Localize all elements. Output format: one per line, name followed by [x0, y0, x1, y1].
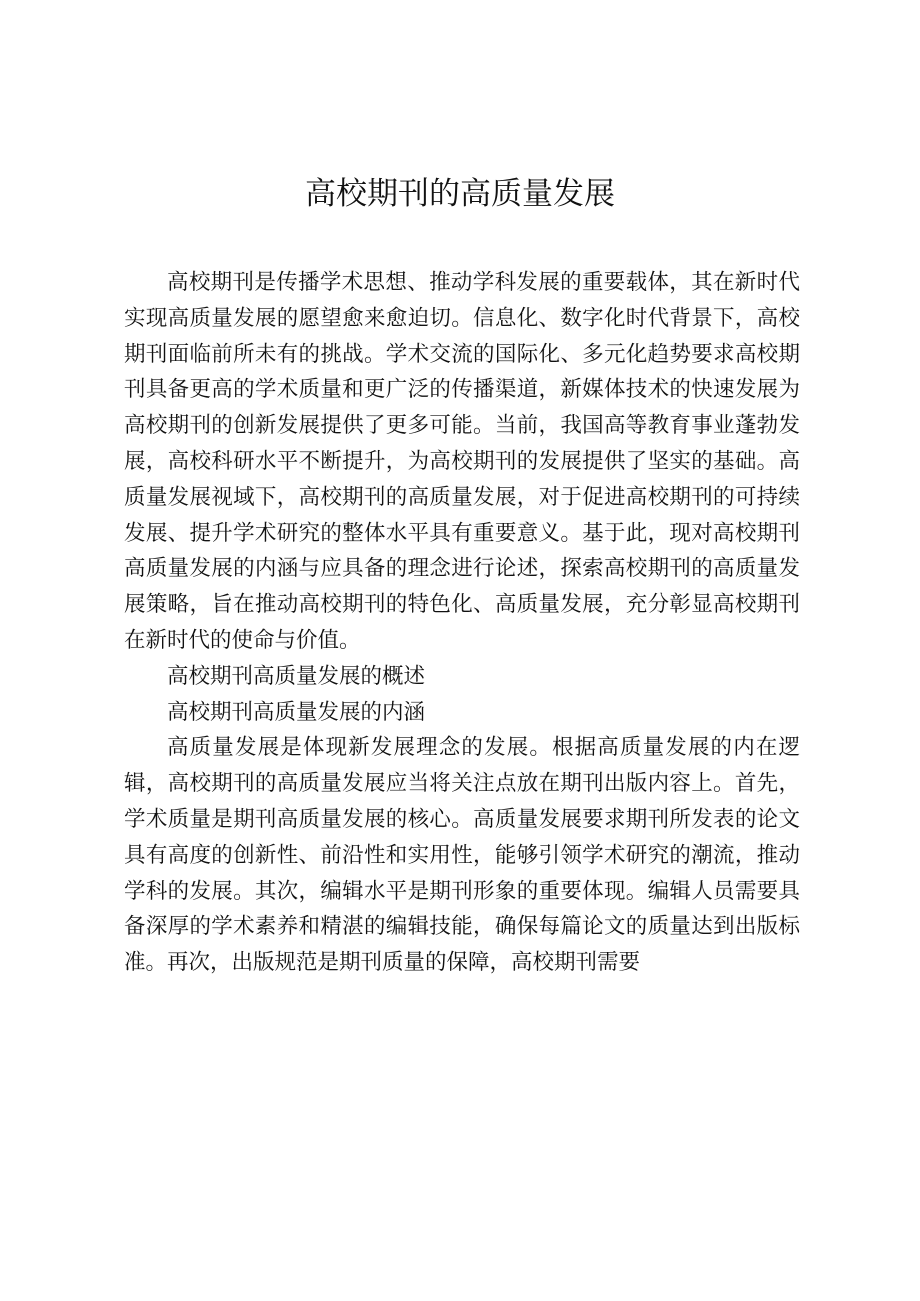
- subsection-heading-connotation: 高校期刊高质量发展的内涵: [167, 699, 426, 725]
- section-heading-overview: 高校期刊高质量发展的概述: [167, 663, 426, 689]
- document-body: [124, 265, 800, 981]
- document-title: 高校期刊的高质量发展: [305, 176, 615, 212]
- intro-paragraph: 高校期刊是传播学术思想、推动学科发展的重要载体，其在新时代实现高质量发展的愿望愈来愈迫切。信息化、数字化时代背景下，高校期刊面临前所未有的挑战。学术交流的国际化、多元化趋势要求高校期刊具备更高的学术质量和更广泛的传播渠道，新媒体技术的快速发展为高校期刊的创新发展提供了更多可能。当前，我国高等教育事业蓬勃发展，高校科研水平不断提升，为高校期刊的发展提供了坚实的基础。高质量发展视域下，高校期刊的高质量发展，对于促进高校期刊的可持续发展、提升学术研究的整体水平具有重要意义。基于此，现对高校期刊高质量发展的内涵与应具备的理念进行论述，探索高校期刊的高质量发展策略，旨在推动高校期刊的特色化、高质量发展，充分彰显高校期刊在新时代的使命与价值。: [124, 270, 800, 653]
- connotation-paragraph: 高质量发展是体现新发展理念的发展。根据高质量发展的内在逻辑，高校期刊的高质量发展应当将关注点放在期刊出版内容上。首先，学术质量是期刊高质量发展的核心。高质量发展要求期刊所发表的论文具有高度的创新性、前沿性和实用性，能够引领学术研究的潮流，推动学科的发展。其次，编辑水平是期刊形象的重要体现。编辑人员需要具备深厚的学术素养和精湛的编辑技能，确保每篇论文的质量达到出版标准。再次，出版规范是期刊质量的保障，高校期刊需要: [124, 735, 800, 976]
